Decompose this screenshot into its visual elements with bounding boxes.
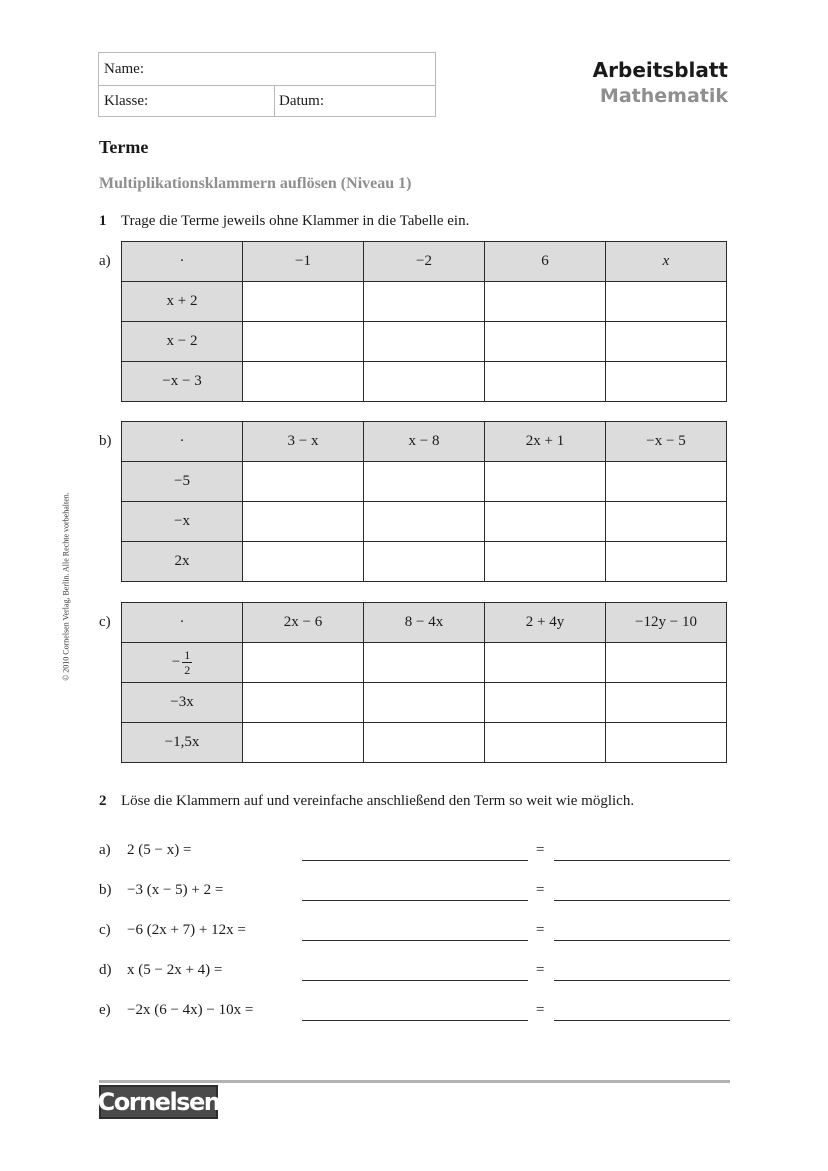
table-b-col-header: 2x + 1 bbox=[485, 422, 606, 462]
answer-cell[interactable] bbox=[364, 282, 485, 322]
publisher-logo: Cornelsen bbox=[99, 1085, 218, 1119]
exercise-label: a) bbox=[99, 842, 111, 858]
task-2-heading bbox=[99, 793, 634, 810]
answer-line[interactable] bbox=[302, 980, 528, 981]
answer-cell[interactable] bbox=[243, 683, 364, 723]
table-b-row-header: −5 bbox=[122, 462, 243, 502]
answer-cell[interactable] bbox=[243, 723, 364, 763]
task-1-text: Trage die Terme jeweils ohne Klammer in die Tabelle ein. bbox=[121, 213, 470, 229]
answer-line[interactable] bbox=[302, 900, 528, 901]
equals-sign: = bbox=[536, 1002, 545, 1018]
answer-cell[interactable] bbox=[364, 362, 485, 402]
answer-cell[interactable] bbox=[606, 282, 727, 322]
class-label: Klasse: bbox=[104, 93, 149, 109]
answer-cell[interactable] bbox=[243, 362, 364, 402]
answer-cell[interactable] bbox=[243, 462, 364, 502]
fraction-sign: − bbox=[171, 654, 181, 670]
equals-sign: = bbox=[536, 842, 545, 858]
equals-sign: = bbox=[536, 882, 545, 898]
name-label: Name: bbox=[104, 61, 144, 77]
task-1-heading bbox=[99, 213, 469, 230]
answer-cell[interactable] bbox=[606, 542, 727, 582]
exercise-expression: −2x (6 − 4x) − 10x = bbox=[127, 1002, 254, 1018]
answer-cell[interactable] bbox=[606, 683, 727, 723]
answer-line[interactable] bbox=[302, 940, 528, 941]
fraction-denominator: 2 bbox=[184, 663, 191, 677]
table-c-corner: · bbox=[122, 603, 243, 643]
answer-cell[interactable] bbox=[485, 462, 606, 502]
answer-cell[interactable] bbox=[485, 282, 606, 322]
equals-sign: = bbox=[536, 962, 545, 978]
table-b-label: b) bbox=[99, 433, 112, 449]
table-a-row-header: x + 2 bbox=[122, 282, 243, 322]
table-a-col-header: 6 bbox=[485, 242, 606, 282]
exercise-expression: −6 (2x + 7) + 12x = bbox=[127, 922, 246, 938]
date-divider bbox=[274, 85, 275, 116]
table-b-row-header: −x bbox=[122, 502, 243, 542]
answer-cell[interactable] bbox=[485, 502, 606, 542]
table-c-col-header: 2x − 6 bbox=[243, 603, 364, 643]
footer-rule bbox=[99, 1080, 730, 1083]
answer-cell[interactable] bbox=[606, 362, 727, 402]
answer-line[interactable] bbox=[302, 1020, 528, 1021]
answer-cell[interactable] bbox=[606, 322, 727, 362]
answer-cell[interactable] bbox=[364, 502, 485, 542]
exercise-label: d) bbox=[99, 962, 112, 978]
answer-cell[interactable] bbox=[485, 322, 606, 362]
fraction-minus-one-half bbox=[172, 648, 192, 677]
answer-cell[interactable] bbox=[485, 643, 606, 683]
name-class-date-box bbox=[98, 52, 436, 117]
table-c-col-header: 2 + 4y bbox=[485, 603, 606, 643]
table-c-row-header: −3x bbox=[122, 683, 243, 723]
answer-cell[interactable] bbox=[485, 542, 606, 582]
answer-cell[interactable] bbox=[606, 462, 727, 502]
answer-cell[interactable] bbox=[364, 723, 485, 763]
table-b-col-header: −x − 5 bbox=[606, 422, 727, 462]
table-c-label: c) bbox=[99, 614, 111, 630]
answer-cell[interactable] bbox=[364, 683, 485, 723]
table-b-row-header: 2x bbox=[122, 542, 243, 582]
answer-cell[interactable] bbox=[364, 322, 485, 362]
page-title: Terme bbox=[99, 137, 149, 157]
answer-cell[interactable] bbox=[364, 643, 485, 683]
answer-cell[interactable] bbox=[243, 322, 364, 362]
table-a-corner: · bbox=[122, 242, 243, 282]
answer-cell[interactable] bbox=[485, 362, 606, 402]
table-b bbox=[121, 421, 727, 582]
answer-cell[interactable] bbox=[243, 282, 364, 322]
fraction-numerator: 1 bbox=[184, 648, 191, 662]
task-1-number: 1 bbox=[99, 213, 107, 229]
date-label: Datum: bbox=[279, 93, 324, 109]
answer-cell[interactable] bbox=[364, 462, 485, 502]
answer-cell[interactable] bbox=[364, 542, 485, 582]
table-a-col-header: −2 bbox=[364, 242, 485, 282]
answer-line[interactable] bbox=[302, 860, 528, 861]
answer-line[interactable] bbox=[554, 860, 730, 861]
exercise-expression: 2 (5 − x) = bbox=[127, 842, 192, 858]
task-2-number: 2 bbox=[99, 793, 107, 809]
table-a-label: a) bbox=[99, 253, 111, 269]
name-row[interactable] bbox=[99, 53, 435, 86]
exercise-expression: x (5 − 2x + 4) = bbox=[127, 962, 223, 978]
worksheet-title: Arbeitsblatt bbox=[592, 58, 728, 82]
table-a-col-header: x bbox=[606, 242, 727, 282]
answer-cell[interactable] bbox=[243, 643, 364, 683]
answer-line[interactable] bbox=[554, 980, 730, 981]
answer-cell[interactable] bbox=[606, 502, 727, 542]
table-a-row-header: x − 2 bbox=[122, 322, 243, 362]
exercise-label: e) bbox=[99, 1002, 111, 1018]
fraction bbox=[182, 648, 192, 677]
table-c-col-header: −12y − 10 bbox=[606, 603, 727, 643]
table-a-col-header: −1 bbox=[243, 242, 364, 282]
table-b-corner: · bbox=[122, 422, 243, 462]
answer-line[interactable] bbox=[554, 900, 730, 901]
answer-cell[interactable] bbox=[243, 542, 364, 582]
table-c-col-header: 8 − 4x bbox=[364, 603, 485, 643]
exercise-label: b) bbox=[99, 882, 112, 898]
equals-sign: = bbox=[536, 922, 545, 938]
table-b-col-header: 3 − x bbox=[243, 422, 364, 462]
table-a-row-header: −x − 3 bbox=[122, 362, 243, 402]
page-subtitle: Multiplikationsklammern auflösen (Niveau 1) bbox=[99, 175, 412, 192]
answer-cell[interactable] bbox=[606, 723, 727, 763]
exercise-expression: −3 (x − 5) + 2 = bbox=[127, 882, 224, 898]
copyright-notice: © 2010 Cornelsen Verlag, Berlin. Alle Rechte vorbehalten. bbox=[61, 492, 71, 681]
task-2-text: Löse die Klammern auf und vereinfache anschließend den Term so weit wie möglich. bbox=[121, 793, 635, 809]
subject-label: Mathematik bbox=[599, 85, 728, 107]
table-b-col-header: x − 8 bbox=[364, 422, 485, 462]
table-c-row-header-fraction bbox=[122, 643, 243, 683]
answer-cell[interactable] bbox=[606, 643, 727, 683]
answer-cell[interactable] bbox=[243, 502, 364, 542]
exercise-label: c) bbox=[99, 922, 111, 938]
answer-line[interactable] bbox=[554, 1020, 730, 1021]
answer-cell[interactable] bbox=[485, 723, 606, 763]
table-c-row-header: −1,5x bbox=[122, 723, 243, 763]
table-a bbox=[121, 241, 727, 402]
answer-cell[interactable] bbox=[485, 683, 606, 723]
answer-line[interactable] bbox=[554, 940, 730, 941]
table-c bbox=[121, 602, 727, 763]
